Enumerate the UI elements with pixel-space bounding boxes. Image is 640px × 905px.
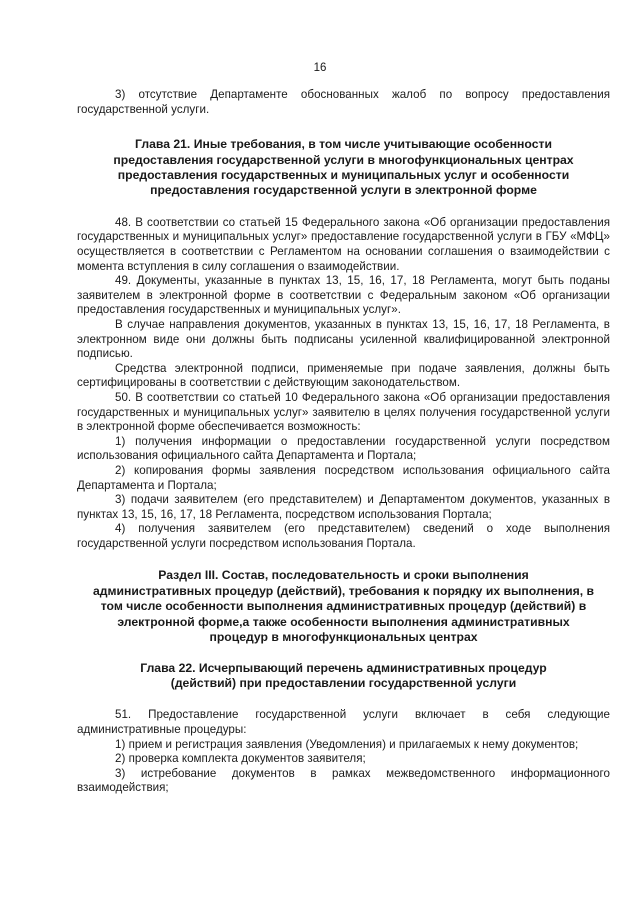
heading-line: предоставления государственных и муниципальных услуг и особенности — [117, 168, 570, 182]
paragraph-51-item-2: 2) проверка комплекта документов заявителя; — [115, 752, 366, 766]
paragraph-50-item-1: 1) получения информации о предоставлении государственной услуги посредством использования официального сайта Департамента и Портала; — [77, 434, 610, 463]
paragraph-49-certification: Средства электронной подписи, применяемые при подаче заявления, должны быть сертифицированы в соответствии с действующим законодательством. — [77, 361, 610, 390]
chapter-21-heading — [77, 137, 610, 199]
paragraph-50-item-4: 4) получения заявителем (его представителем) сведений о ходе выполнения государственной услуги посредством использования Портала. — [77, 522, 610, 550]
paragraph-50-item-2: 2) копирования формы заявления посредством использования официального сайта Департамента и Портала; — [77, 463, 610, 492]
paragraph-49-signature: В случае направления документов, указанных в пунктах 13, 15, 16, 17, 18 Регламента, в электронном виде они должны быть подписаны усиленной квалифицированной электронной подписью. — [77, 317, 610, 361]
paragraph-49: 49. Документы, указанные в пунктах 13, 15, 16, 17, 18 Регламента, могут быть поданы заявителем в электронной форме в соответствии с Федеральным законом «Об организации предоставления государственных и муниципальных услуг». — [77, 274, 610, 317]
heading-line: предоставления государственной услуги в электронной форме — [150, 183, 537, 198]
section-3-heading — [77, 568, 610, 645]
paragraph-51: 51. Предоставление государственной услуги включает в себя следующие административные процедуры: — [77, 708, 610, 736]
paragraph-51-item-3: 3) истребование документов в рамках межведомственного информационного взаимодействия; — [77, 766, 610, 795]
paragraph-51-item-1: 1) прием и регистрация заявления (Уведомления) и прилагаемых к нему документов; — [115, 737, 579, 751]
heading-line: (действий) при предоставлении государственной услуги — [170, 675, 517, 690]
heading-line: административных процедур (действий), требования к порядку их выполнения, в — [92, 583, 595, 598]
intro-list-item: 3) отсутствие Департаменте обоснованных жалоб по вопросу предоставления государственной услуги. — [77, 88, 610, 116]
paragraph-50-item-3: 3) подачи заявителем (его представителем) и Департаментом документов, указанных в пунктах 13, 15, 16, 17, 18 Регламента, посредством использования Портала; — [77, 493, 610, 521]
heading-line: процедур в многофункциональных центрах — [209, 630, 478, 645]
page-content — [77, 88, 610, 796]
heading-line: Глава 22. Исчерпывающий перечень административных процедур — [140, 660, 547, 675]
chapter-21-body — [77, 216, 610, 552]
heading-line: Раздел III. Состав, последовательность и сроки выполнения — [158, 568, 529, 583]
page-number: 16 — [313, 62, 327, 74]
heading-line: Глава 21. Иные требования, в том числе учитывающие особенности — [135, 137, 552, 152]
heading-line: электронной форме,а также особенности выполнения административных — [117, 614, 570, 629]
chapter-22-heading — [77, 661, 610, 692]
heading-line: предоставления государственной услуги в многофункциональных центрах — [113, 152, 574, 167]
paragraph-48: 48. В соответствии со статьей 15 Федерального закона «Об организации предоставления государственных и муниципальных услуг» предоставление государственной услуги в ГБУ «МФЦ» осуществляется в соответствии с Регламентом на основании соглашения о взаимодействии с момента вступления в силу соглашения о взаимодействии. — [77, 215, 610, 273]
paragraph-50: 50. В соответствии со статьей 10 Федерального закона «Об организации предоставления государственных и муниципальных услуг» заявителю в целях получения государственной услуги в электронной форме обеспечивается возможность: — [77, 390, 610, 434]
heading-line: том числе особенности выполнения административных процедур (действий) в — [100, 599, 587, 614]
chapter-22-body — [77, 708, 610, 796]
